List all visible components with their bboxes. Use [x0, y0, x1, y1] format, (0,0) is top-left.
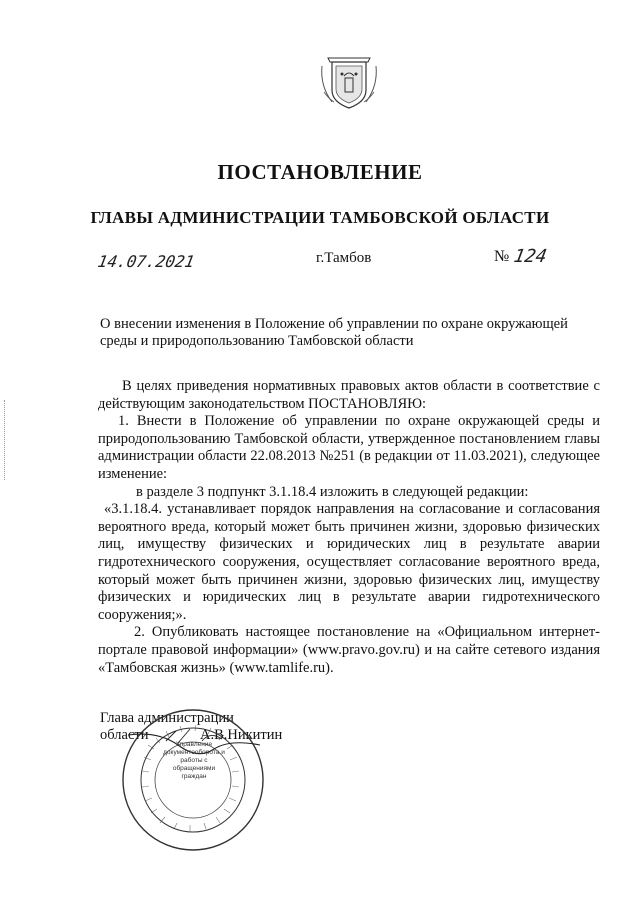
signature-position-line2: области [100, 727, 149, 743]
document-number-label: № [494, 248, 510, 265]
paragraph-item-1-quote: «3.1.18.4. устанавливает порядок направления на согласование и согласования вероятного вреда, который может быть причинен жизни, здоровью физических лиц, имуществу физических и юридических лиц в результате аварии гидротехнического сооружения, осуществляет согласование вероятного вреда, который может быть причинен жизни, здоровью физических лиц, имуществу физических и юридических лиц в результате аварии гидротехнического сооружения;». [98, 501, 600, 623]
paragraph-item-1-section: в разделе 3 подпункт 3.1.18.4 изложить в следующей редакции: [136, 483, 529, 500]
paragraph-item-2: 2. Опубликовать настоящее постановление на «Официальном интернет-портале правовой информации» (www.pravo.gov.ru) и на сайте сетевого издания «Тамбовская жизнь» (www.tamlife.ru). [98, 624, 600, 676]
document-body [98, 378, 600, 677]
signature-name: А.В.Никитин [200, 727, 283, 743]
document-heading: О внесении изменения в Положение об управлении по охране окружающей среды и природопользованию Тамбовской области [100, 316, 568, 349]
coat-of-arms-emblem [318, 52, 380, 112]
document-number: 124 [512, 246, 549, 267]
document-subtitle: ГЛАВЫ АДМИНИСТРАЦИИ ТАМБОВСКОЙ ОБЛАСТИ [90, 208, 550, 227]
signature-position-line1: Глава администрации [100, 710, 234, 726]
margin-mark [4, 400, 11, 480]
document-date: 14.07.2021 [96, 252, 197, 271]
document-city: г.Тамбов [316, 250, 372, 266]
document-title: ПОСТАНОВЛЕНИЕ [217, 160, 423, 184]
paragraph-preamble: В целях приведения нормативных правовых актов области в соответствие с действующим законодательством ПОСТАНОВЛЯЮ: [98, 378, 600, 412]
paragraph-item-1: 1. Внести в Положение об управлении по охране окружающей среды и природопользованию Тамбовской области, утвержденное постановлением главы администрации области 22.08.2013 №251 (в редакции от 11.03.2021), следующее изменение: [98, 413, 600, 482]
stamp-center-text: Управление документооборота и работы с обращениями граждан [163, 741, 225, 780]
